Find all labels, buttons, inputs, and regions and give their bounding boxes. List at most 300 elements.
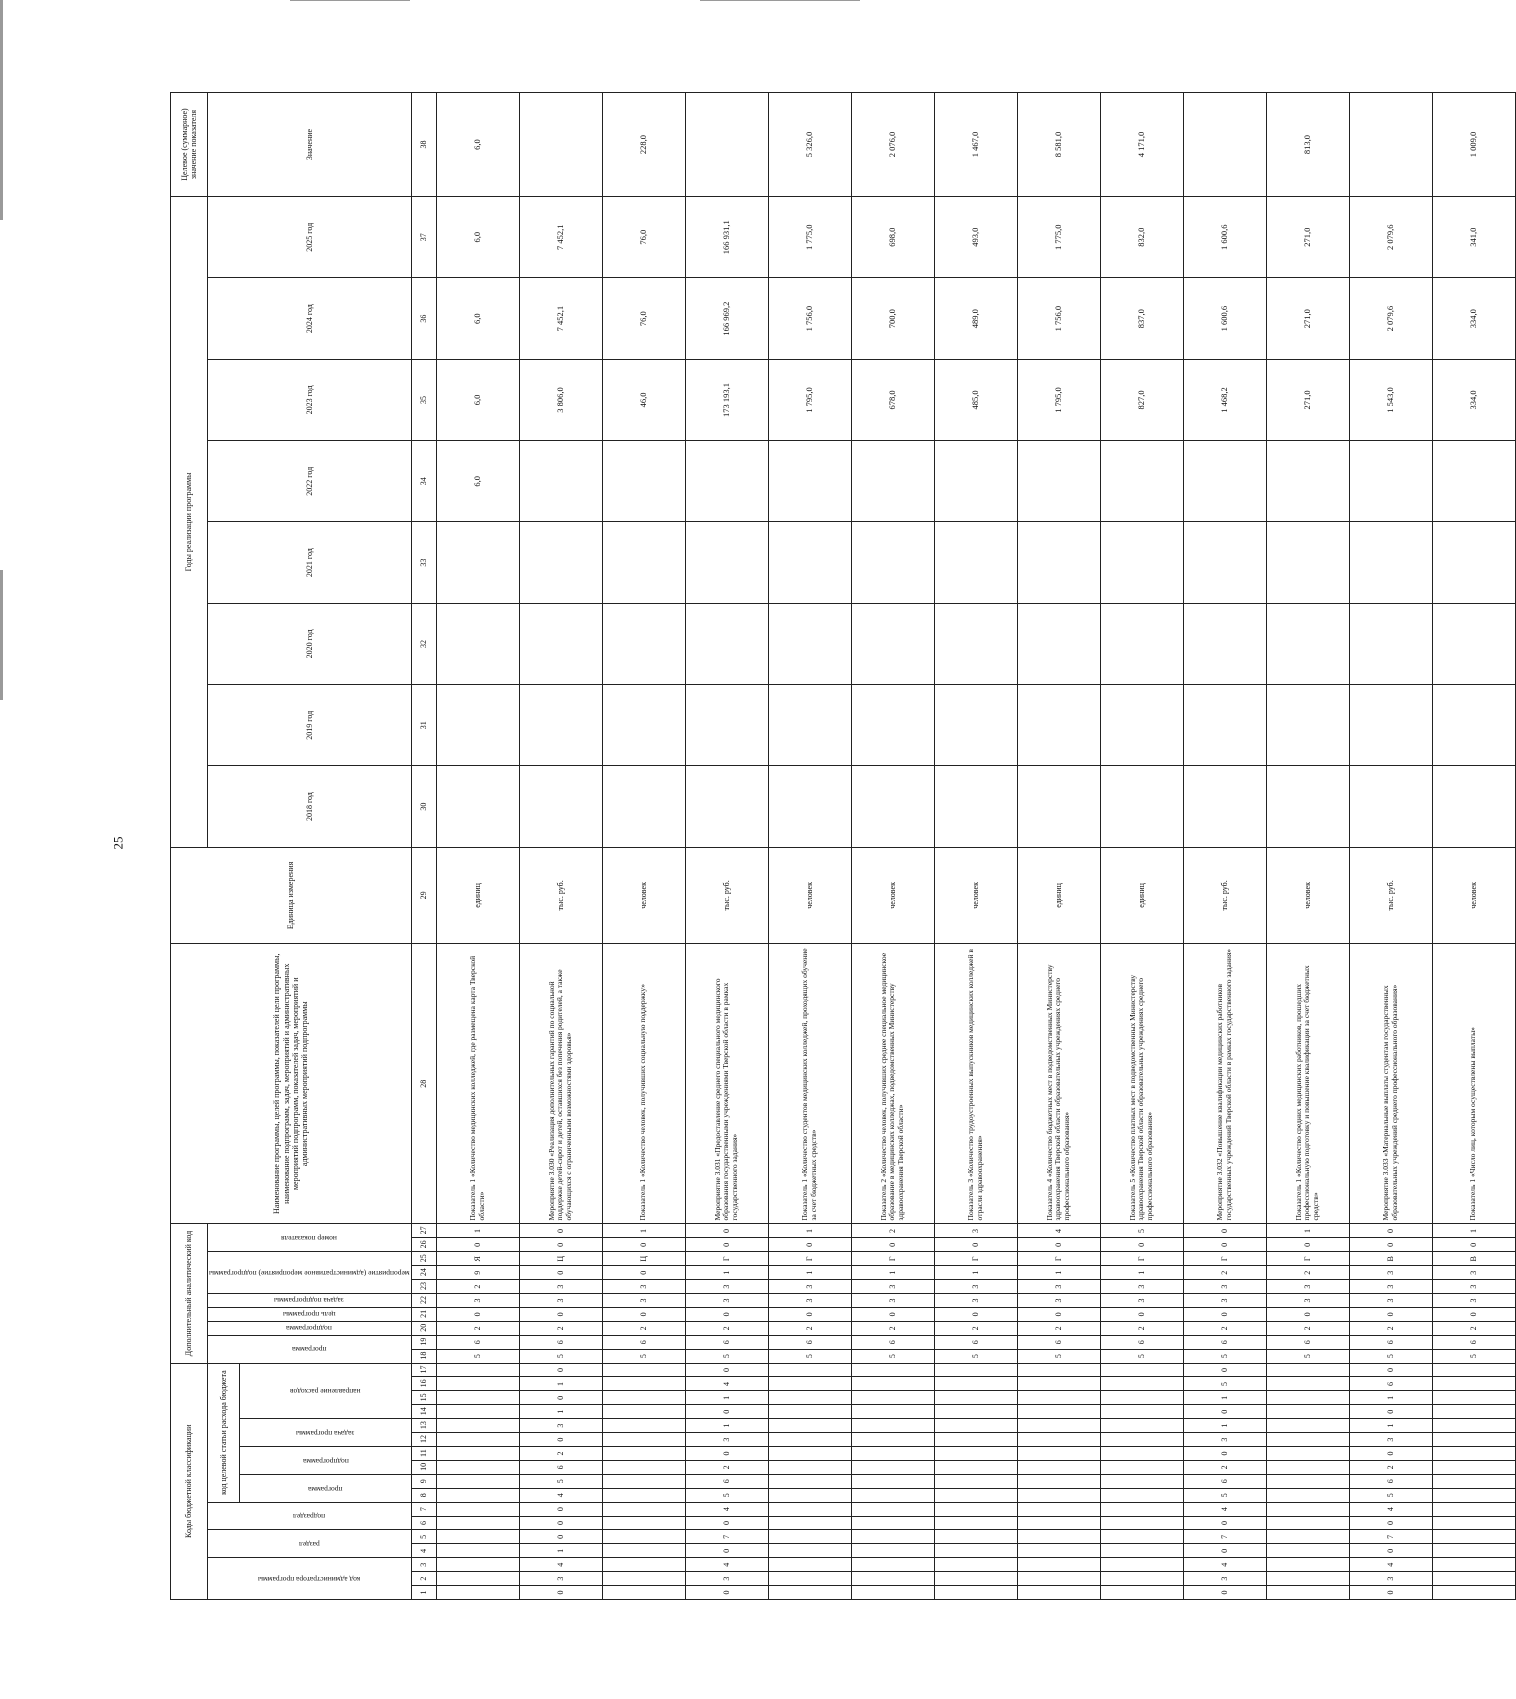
year-value-2022 bbox=[685, 441, 768, 522]
code-cell: 2 bbox=[436, 1321, 519, 1335]
code-cell: 5 bbox=[1183, 1377, 1266, 1391]
code-cell bbox=[851, 1502, 934, 1516]
code-cell: 1 bbox=[1183, 1419, 1266, 1433]
header-year-2018: 2018 год bbox=[208, 766, 412, 847]
code-cell: 3 bbox=[1432, 1266, 1515, 1280]
code-cell bbox=[436, 1363, 519, 1377]
code-cell: 0 bbox=[519, 1307, 602, 1321]
year-value-2018 bbox=[1183, 766, 1266, 847]
column-number: 30 bbox=[411, 766, 436, 847]
code-cell bbox=[602, 1544, 685, 1558]
year-value-2020 bbox=[1100, 603, 1183, 684]
code-cell bbox=[934, 1502, 1017, 1516]
code-cell: 0 bbox=[1349, 1405, 1432, 1419]
code-cell bbox=[1432, 1488, 1515, 1502]
code-cell: 0 bbox=[602, 1307, 685, 1321]
code-cell: 5 bbox=[685, 1349, 768, 1363]
row-unit: единиц bbox=[1017, 847, 1100, 943]
code-cell: 5 bbox=[1183, 1349, 1266, 1363]
header-goal: цель программы bbox=[282, 1309, 336, 1319]
code-cell: 2 bbox=[1266, 1266, 1349, 1280]
year-value-2020 bbox=[934, 603, 1017, 684]
year-value-2019 bbox=[1183, 685, 1266, 766]
target-value: 5 326,0 bbox=[768, 93, 851, 197]
code-cell bbox=[1266, 1530, 1349, 1544]
code-cell bbox=[1432, 1474, 1515, 1488]
code-cell bbox=[436, 1474, 519, 1488]
year-value-2018 bbox=[685, 766, 768, 847]
code-cell: 0 bbox=[934, 1238, 1017, 1252]
year-value-2018 bbox=[1017, 766, 1100, 847]
code-cell bbox=[1100, 1530, 1183, 1544]
code-cell: 2 bbox=[768, 1321, 851, 1335]
row-name: Мероприятие 3.030 «Реализация дополнительных гарантий по социальной поддержке детей-сирот и детей, оставшихся без попечения родителей, а также обучающихся с ограниченными возможностями здоровья» bbox=[519, 944, 602, 1224]
code-cell: 6 bbox=[934, 1335, 1017, 1349]
table-row bbox=[519, 93, 602, 1600]
year-value-2021 bbox=[1266, 522, 1349, 603]
target-value: 813,0 bbox=[1266, 93, 1349, 197]
code-cell bbox=[1432, 1433, 1515, 1447]
code-cell bbox=[934, 1586, 1017, 1600]
year-value-2018 bbox=[519, 766, 602, 847]
column-number: 14 bbox=[411, 1405, 436, 1419]
code-cell: Г bbox=[1266, 1252, 1349, 1266]
code-cell: 3 bbox=[1349, 1294, 1432, 1308]
rotated-page bbox=[170, 92, 1478, 1600]
code-cell: 1 bbox=[685, 1419, 768, 1433]
year-value-2025: 2 079,6 bbox=[1349, 197, 1432, 278]
code-cell bbox=[602, 1433, 685, 1447]
column-number: 10 bbox=[411, 1460, 436, 1474]
code-cell: 0 bbox=[1183, 1224, 1266, 1238]
table-row bbox=[1349, 93, 1432, 1600]
code-cell bbox=[1017, 1474, 1100, 1488]
code-cell: 0 bbox=[851, 1238, 934, 1252]
code-cell bbox=[768, 1488, 851, 1502]
code-cell: 0 bbox=[1349, 1516, 1432, 1530]
row-unit: человек bbox=[768, 847, 851, 943]
code-cell bbox=[1432, 1391, 1515, 1405]
code-cell bbox=[602, 1488, 685, 1502]
year-value-2023: 485,0 bbox=[934, 359, 1017, 440]
code-cell bbox=[436, 1544, 519, 1558]
code-cell: 4 bbox=[1017, 1224, 1100, 1238]
code-cell: 0 bbox=[1349, 1307, 1432, 1321]
code-cell: 5 bbox=[436, 1349, 519, 1363]
column-number: 23 bbox=[411, 1280, 436, 1294]
code-cell: 5 bbox=[519, 1474, 602, 1488]
code-cell bbox=[851, 1488, 934, 1502]
code-cell: 5 bbox=[1349, 1349, 1432, 1363]
target-value bbox=[1183, 93, 1266, 197]
year-value-2024: 1 756,0 bbox=[768, 278, 851, 359]
code-cell: 6 bbox=[1183, 1335, 1266, 1349]
year-value-2021 bbox=[1017, 522, 1100, 603]
code-cell bbox=[1432, 1405, 1515, 1419]
code-cell bbox=[768, 1460, 851, 1474]
table-row bbox=[1017, 93, 1100, 1600]
year-value-2020 bbox=[768, 603, 851, 684]
table-row bbox=[851, 93, 934, 1600]
code-cell: 3 bbox=[519, 1419, 602, 1433]
row-name: Показатель 1 «Количество медицинских колледжей, где размещена карта Тверской области» bbox=[436, 944, 519, 1224]
year-value-2025: 1 775,0 bbox=[1017, 197, 1100, 278]
year-value-2021 bbox=[851, 522, 934, 603]
code-cell bbox=[768, 1433, 851, 1447]
code-cell: 0 bbox=[519, 1238, 602, 1252]
code-cell bbox=[1100, 1502, 1183, 1516]
code-cell: 0 bbox=[685, 1224, 768, 1238]
code-cell: 3 bbox=[602, 1294, 685, 1308]
code-cell: 3 bbox=[519, 1280, 602, 1294]
code-cell: 6 bbox=[1100, 1335, 1183, 1349]
code-cell: 2 bbox=[602, 1321, 685, 1335]
year-value-2025: 1 775,0 bbox=[768, 197, 851, 278]
code-cell: 0 bbox=[1017, 1307, 1100, 1321]
code-cell bbox=[851, 1363, 934, 1377]
column-number: 27 bbox=[411, 1224, 436, 1238]
year-value-2021 bbox=[768, 522, 851, 603]
code-cell: 1 bbox=[436, 1224, 519, 1238]
code-cell: 5 bbox=[1100, 1224, 1183, 1238]
code-cell bbox=[602, 1572, 685, 1586]
code-cell bbox=[1100, 1363, 1183, 1377]
year-value-2019 bbox=[436, 685, 519, 766]
year-value-2018 bbox=[1100, 766, 1183, 847]
code-cell: 1 bbox=[1183, 1391, 1266, 1405]
column-number: 22 bbox=[411, 1294, 436, 1308]
row-unit: тыс. руб. bbox=[1183, 847, 1266, 943]
code-cell: 5 bbox=[602, 1349, 685, 1363]
code-cell bbox=[851, 1391, 934, 1405]
code-cell bbox=[934, 1419, 1017, 1433]
code-cell: Г bbox=[1100, 1252, 1183, 1266]
code-cell bbox=[1266, 1391, 1349, 1405]
code-cell bbox=[1432, 1558, 1515, 1572]
code-cell: 0 bbox=[519, 1363, 602, 1377]
year-value-2019 bbox=[1017, 685, 1100, 766]
code-cell: 3 bbox=[1100, 1280, 1183, 1294]
code-cell bbox=[934, 1558, 1017, 1572]
code-cell: 3 bbox=[851, 1280, 934, 1294]
code-cell: 0 bbox=[1432, 1238, 1515, 1252]
year-value-2018 bbox=[768, 766, 851, 847]
code-cell bbox=[768, 1558, 851, 1572]
code-cell bbox=[436, 1572, 519, 1586]
header-target-column: Целевое (суммарное) значение показателя bbox=[171, 93, 208, 197]
code-cell: 2 bbox=[436, 1280, 519, 1294]
code-cell: 4 bbox=[685, 1377, 768, 1391]
code-cell: 1 bbox=[1349, 1419, 1432, 1433]
header-activity: мероприятие (административное мероприятие) подпрограммы bbox=[209, 1269, 410, 1278]
code-cell bbox=[1100, 1544, 1183, 1558]
column-number: 32 bbox=[411, 603, 436, 684]
code-cell bbox=[934, 1433, 1017, 1447]
header-year-2019: 2019 год bbox=[208, 685, 412, 766]
code-cell: 0 bbox=[934, 1307, 1017, 1321]
code-cell bbox=[1266, 1544, 1349, 1558]
code-cell bbox=[768, 1419, 851, 1433]
scan-edge-mark bbox=[700, 0, 860, 1]
code-cell: 0 bbox=[685, 1363, 768, 1377]
code-cell: 3 bbox=[685, 1280, 768, 1294]
code-cell: Г bbox=[1183, 1252, 1266, 1266]
code-cell bbox=[602, 1474, 685, 1488]
code-cell: 5 bbox=[685, 1488, 768, 1502]
year-value-2025: 6,0 bbox=[436, 197, 519, 278]
code-cell: 3 bbox=[1183, 1572, 1266, 1586]
code-cell bbox=[1266, 1377, 1349, 1391]
year-value-2019 bbox=[1100, 685, 1183, 766]
code-cell: 3 bbox=[1100, 1294, 1183, 1308]
year-value-2025: 493,0 bbox=[934, 197, 1017, 278]
code-cell: 7 bbox=[1349, 1530, 1432, 1544]
column-number: 8 bbox=[411, 1488, 436, 1502]
code-cell bbox=[436, 1391, 519, 1405]
column-number: 37 bbox=[411, 197, 436, 278]
code-cell bbox=[602, 1363, 685, 1377]
code-cell bbox=[934, 1405, 1017, 1419]
code-cell bbox=[1266, 1474, 1349, 1488]
code-cell bbox=[1017, 1433, 1100, 1447]
header-budget-codes: Коды бюджетной классификации bbox=[171, 1363, 208, 1599]
header-year-2022: 2022 год bbox=[208, 441, 412, 522]
year-value-2024: 1 600,6 bbox=[1183, 278, 1266, 359]
code-cell: 6 bbox=[685, 1474, 768, 1488]
program-table bbox=[170, 92, 1516, 1600]
code-cell: 0 bbox=[685, 1586, 768, 1600]
code-cell: 0 bbox=[768, 1238, 851, 1252]
code-cell bbox=[851, 1530, 934, 1544]
code-cell bbox=[1017, 1586, 1100, 1600]
code-cell bbox=[436, 1419, 519, 1433]
code-cell bbox=[1017, 1544, 1100, 1558]
target-value: 1 467,0 bbox=[934, 93, 1017, 197]
row-name: Показатель 1 «Количество человек, получивших социальную поддержку» bbox=[602, 944, 685, 1224]
code-cell bbox=[768, 1363, 851, 1377]
code-cell bbox=[1266, 1433, 1349, 1447]
code-cell: 6 bbox=[519, 1460, 602, 1474]
code-cell: 0 bbox=[1100, 1238, 1183, 1252]
code-cell bbox=[851, 1586, 934, 1600]
code-cell: 3 bbox=[934, 1280, 1017, 1294]
row-name: Показатель 5 «Количество платных мест в подведомственных Министерству здравоохранения Тверской области образовательных учреждениях среднего профессионального образования» bbox=[1100, 944, 1183, 1224]
code-cell bbox=[934, 1488, 1017, 1502]
code-cell bbox=[1432, 1530, 1515, 1544]
code-cell bbox=[602, 1460, 685, 1474]
code-cell: 5 bbox=[1266, 1349, 1349, 1363]
column-number: 7 bbox=[411, 1502, 436, 1516]
code-cell: 0 bbox=[519, 1586, 602, 1600]
row-name: Мероприятие 3.033 «Материальные выплаты студентам государственных образовательных учреждений среднего профессионального образования» bbox=[1349, 944, 1432, 1224]
year-value-2022 bbox=[851, 441, 934, 522]
year-value-2025: 341,0 bbox=[1432, 197, 1515, 278]
code-cell bbox=[1017, 1419, 1100, 1433]
code-cell: 6 bbox=[1349, 1377, 1432, 1391]
code-cell bbox=[436, 1460, 519, 1474]
code-cell: 2 bbox=[1017, 1321, 1100, 1335]
row-name: Мероприятие 3.032 «Повышение квалификации медицинских работников государственных учреждений Тверской области в рамках государственного задания» bbox=[1183, 944, 1266, 1224]
code-cell: 3 bbox=[685, 1572, 768, 1586]
code-cell bbox=[1100, 1572, 1183, 1586]
code-cell bbox=[1100, 1405, 1183, 1419]
code-cell: 0 bbox=[436, 1238, 519, 1252]
code-cell: 6 bbox=[519, 1335, 602, 1349]
code-cell: Г bbox=[851, 1252, 934, 1266]
code-cell: 2 bbox=[1349, 1321, 1432, 1335]
code-cell: 3 bbox=[685, 1294, 768, 1308]
code-cell: 1 bbox=[685, 1266, 768, 1280]
code-cell bbox=[436, 1558, 519, 1572]
code-cell: 2 bbox=[851, 1224, 934, 1238]
year-value-2021 bbox=[1100, 522, 1183, 603]
code-cell bbox=[1266, 1488, 1349, 1502]
code-cell: 0 bbox=[519, 1224, 602, 1238]
code-cell: 3 bbox=[1349, 1433, 1432, 1447]
code-cell bbox=[1432, 1502, 1515, 1516]
row-unit: человек bbox=[851, 847, 934, 943]
code-cell: 4 bbox=[1349, 1502, 1432, 1516]
column-number: 5 bbox=[411, 1530, 436, 1544]
year-value-2020 bbox=[1432, 603, 1515, 684]
code-cell bbox=[851, 1544, 934, 1558]
code-cell: 3 bbox=[1432, 1294, 1515, 1308]
code-cell bbox=[1100, 1460, 1183, 1474]
code-cell: 3 bbox=[1017, 1280, 1100, 1294]
code-cell: 3 bbox=[934, 1294, 1017, 1308]
code-cell bbox=[934, 1474, 1017, 1488]
scan-edge-mark bbox=[290, 0, 410, 1]
code-cell bbox=[1017, 1460, 1100, 1474]
code-cell bbox=[1266, 1502, 1349, 1516]
code-cell bbox=[768, 1586, 851, 1600]
year-value-2024: 2 079,6 bbox=[1349, 278, 1432, 359]
year-value-2024: 700,0 bbox=[851, 278, 934, 359]
code-cell: 0 bbox=[1183, 1307, 1266, 1321]
code-cell bbox=[934, 1447, 1017, 1461]
page-number: 25 bbox=[110, 836, 126, 850]
year-value-2021 bbox=[602, 522, 685, 603]
year-value-2019 bbox=[1266, 685, 1349, 766]
code-cell: 0 bbox=[1266, 1307, 1349, 1321]
code-cell: 0 bbox=[768, 1307, 851, 1321]
code-cell bbox=[1266, 1586, 1349, 1600]
year-value-2023: 46,0 bbox=[602, 359, 685, 440]
row-name: Показатель 3 «Количество трудоустроенных выпускников медицинских колледжей в отрасли здравоохранения» bbox=[934, 944, 1017, 1224]
column-number: 26 bbox=[411, 1238, 436, 1252]
header-task-program: задача программы bbox=[296, 1428, 355, 1438]
code-cell: 5 bbox=[1100, 1349, 1183, 1363]
year-value-2024: 7 452,1 bbox=[519, 278, 602, 359]
year-value-2022 bbox=[1432, 441, 1515, 522]
code-cell: 9 bbox=[436, 1266, 519, 1280]
code-cell: 2 bbox=[934, 1321, 1017, 1335]
year-value-2020 bbox=[851, 603, 934, 684]
code-cell bbox=[1432, 1363, 1515, 1377]
code-cell bbox=[768, 1474, 851, 1488]
code-cell bbox=[934, 1460, 1017, 1474]
code-cell bbox=[1432, 1544, 1515, 1558]
column-number: 12 bbox=[411, 1433, 436, 1447]
column-number: 21 bbox=[411, 1307, 436, 1321]
code-cell bbox=[851, 1377, 934, 1391]
year-value-2024: 334,0 bbox=[1432, 278, 1515, 359]
code-cell bbox=[602, 1586, 685, 1600]
code-cell: 1 bbox=[1266, 1224, 1349, 1238]
code-cell bbox=[768, 1405, 851, 1419]
code-cell: 7 bbox=[685, 1530, 768, 1544]
code-cell bbox=[1266, 1516, 1349, 1530]
code-cell: 3 bbox=[1349, 1266, 1432, 1280]
year-value-2019 bbox=[519, 685, 602, 766]
header-unit-column: Единица измерения bbox=[171, 847, 412, 943]
code-cell: 4 bbox=[1183, 1502, 1266, 1516]
code-cell bbox=[851, 1572, 934, 1586]
code-cell: В bbox=[1432, 1252, 1515, 1266]
code-cell bbox=[1017, 1572, 1100, 1586]
column-number: 17 bbox=[411, 1363, 436, 1377]
year-value-2022 bbox=[602, 441, 685, 522]
code-cell: 0 bbox=[602, 1238, 685, 1252]
code-cell: 3 bbox=[768, 1280, 851, 1294]
row-unit: человек bbox=[1266, 847, 1349, 943]
code-cell: 1 bbox=[768, 1266, 851, 1280]
row-unit: тыс. руб. bbox=[519, 847, 602, 943]
code-cell: 1 bbox=[602, 1224, 685, 1238]
code-cell: 1 bbox=[934, 1266, 1017, 1280]
code-cell: 3 bbox=[1349, 1572, 1432, 1586]
code-cell bbox=[934, 1530, 1017, 1544]
year-value-2024: 166 969,2 bbox=[685, 278, 768, 359]
column-number: 13 bbox=[411, 1419, 436, 1433]
table-row bbox=[436, 93, 519, 1600]
row-name: Показатель 1 «Число лиц, которым осуществлены выплаты» bbox=[1432, 944, 1515, 1224]
code-cell bbox=[768, 1516, 851, 1530]
header-additional-code: Дополнительный аналитический код bbox=[171, 1224, 208, 1363]
code-cell: 3 bbox=[1183, 1294, 1266, 1308]
column-number: 16 bbox=[411, 1377, 436, 1391]
code-cell bbox=[851, 1474, 934, 1488]
code-cell: 3 bbox=[519, 1572, 602, 1586]
year-value-2021 bbox=[1432, 522, 1515, 603]
code-cell: 1 bbox=[768, 1224, 851, 1238]
code-cell: 5 bbox=[1349, 1488, 1432, 1502]
code-cell bbox=[436, 1433, 519, 1447]
header-year-2024: 2024 год bbox=[208, 278, 412, 359]
code-cell: 0 bbox=[851, 1307, 934, 1321]
code-cell: 3 bbox=[1266, 1294, 1349, 1308]
code-cell: Ц bbox=[519, 1252, 602, 1266]
target-value bbox=[1349, 93, 1432, 197]
code-cell bbox=[1100, 1377, 1183, 1391]
code-cell: 0 bbox=[1183, 1363, 1266, 1377]
header-year-2021: 2021 год bbox=[208, 522, 412, 603]
year-value-2022: 6,0 bbox=[436, 441, 519, 522]
code-cell bbox=[851, 1447, 934, 1461]
code-cell: 0 bbox=[1349, 1363, 1432, 1377]
code-cell: 2 bbox=[1266, 1321, 1349, 1335]
column-number: 4 bbox=[411, 1544, 436, 1558]
year-value-2024: 489,0 bbox=[934, 278, 1017, 359]
code-cell: 6 bbox=[1017, 1335, 1100, 1349]
header-year-2023: 2023 год bbox=[208, 359, 412, 440]
code-cell bbox=[1017, 1502, 1100, 1516]
code-cell bbox=[768, 1391, 851, 1405]
code-cell: 3 bbox=[519, 1294, 602, 1308]
column-number: 25 bbox=[411, 1252, 436, 1266]
row-unit: тыс. руб. bbox=[1349, 847, 1432, 943]
target-value: 1 009,0 bbox=[1432, 93, 1515, 197]
